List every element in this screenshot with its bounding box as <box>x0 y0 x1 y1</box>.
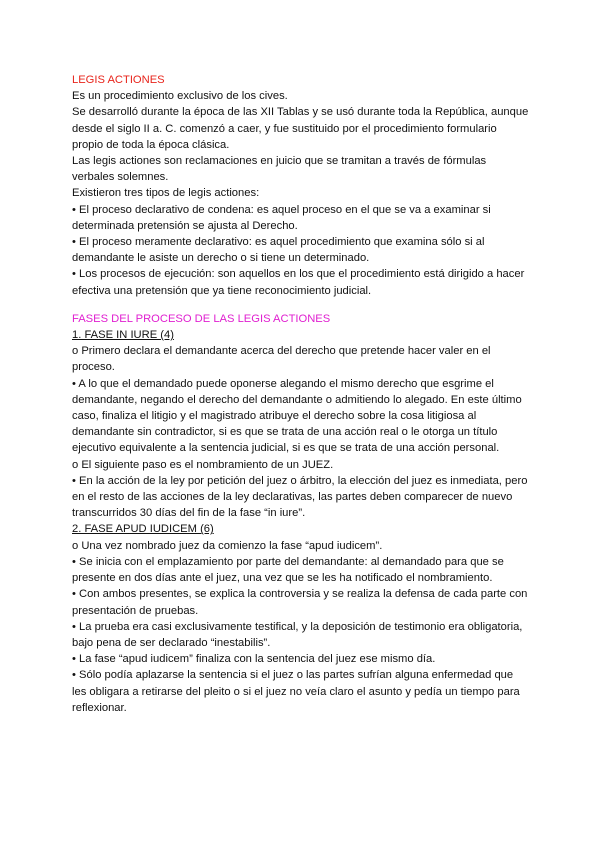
section-spacer <box>72 299 530 311</box>
bullet-item: • El proceso declarativo de condena: es aquel proceso en el que se va a examinar si determinada pretensión se ajusta al Derecho. <box>72 203 491 232</box>
paragraph: Las legis actiones son reclamaciones en juicio que se tramitan a través de fórmulas verbales solemnes. <box>72 155 487 184</box>
bullet-item: • Se inicia con el emplazamiento por parte del demandante: al demandado para que se presente en dos días ante el juez, una vez que se les ha notificado el nombramiento. <box>72 555 504 585</box>
paragraph: Se desarrolló durante la época de las XII Tablas y se usó durante toda la República, aunque desde el siglo II a. C. comenzó a caer, y fue sustituido por el procedimiento formulario propio de toda la época clásica. <box>72 106 529 151</box>
bullet-item: • Con ambos presentes, se explica la controversia y se realiza la defensa de cada parte con presentación de pruebas. <box>72 588 528 617</box>
section-title-legis-actiones: LEGIS ACTIONES <box>72 74 165 86</box>
bullet-item: • El proceso meramente declarativo: es aquel procedimiento que examina sólo si al demandante le asiste un derecho o si tiene un determinado. <box>72 236 485 265</box>
bullet-item: • En la acción de la ley por petición del juez o árbitro, la elección del juez es inmediata, pero en el resto de las acciones de la ley declarativas, las partes deben comparecer de nuevo transcurridos 30 días del fin de la fase “in iure”. <box>72 474 528 520</box>
bullet-item: • La fase “apud iudicem” finaliza con la sentencia del juez ese mismo día. <box>72 653 436 666</box>
phase-heading-apud-iudicem: 2. FASE APUD IUDICEM (6) <box>72 523 214 536</box>
paragraph: o Primero declara el demandante acerca del derecho que pretende hacer valer en el proceso. <box>72 345 491 374</box>
bullet-item: • A lo que el demandado puede oponerse alegando el mismo derecho que esgrime el demandante, negando el derecho del demandante o admitiendo lo alegado. En este último caso, finaliza el litigio y el magistrado atribuye el derecho sobre la cosa litigiosa al demandante sin contradictor, si es que se trata de una acción real o le otorga un título ejecutivo equivalente a la sentencia judicial, si es que se trata de una acción personal. <box>72 377 522 455</box>
phase-heading-in-iure: 1. FASE IN IURE (4) <box>72 329 174 342</box>
paragraph: o Una vez nombrado juez da comienzo la fase “apud iudicem”. <box>72 539 383 552</box>
bullet-item: • Sólo podía aplazarse la sentencia si el juez o las partes sufrían alguna enfermedad que les obligara a retirarse del pleito o si el juez no veía claro el asunto y pedía un tiempo para reflexionar. <box>72 669 520 714</box>
paragraph: Existieron tres tipos de legis actiones: <box>72 187 260 200</box>
bullet-item: • La prueba era casi exclusivamente testifical, y la deposición de testimonio era obligatoria, bajo pena de ser declarado “inestabilis”. <box>72 620 523 649</box>
section-title-fases: FASES DEL PROCESO DE LAS LEGIS ACTIONES <box>72 312 331 325</box>
paragraph: o El siguiente paso es el nombramiento de un JUEZ. <box>72 458 334 471</box>
paragraph: Es un procedimiento exclusivo de los cives. <box>72 90 288 103</box>
bullet-item: • Los procesos de ejecución: son aquellos en los que el procedimiento está dirigido a hacer efectiva una pretensión que ya tiene reconocimiento judicial. <box>72 268 525 297</box>
